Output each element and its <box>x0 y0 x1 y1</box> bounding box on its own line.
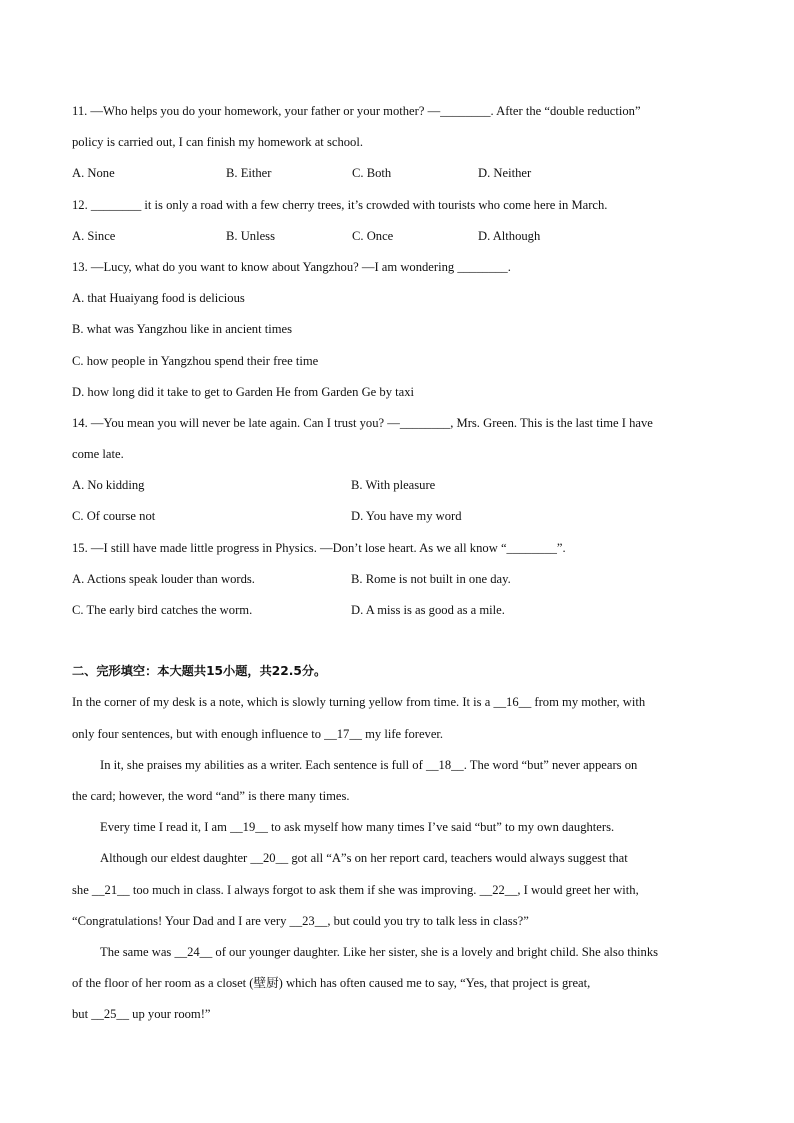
option-a: A. No kidding <box>72 478 145 493</box>
option-d: D. Neither <box>478 166 532 181</box>
question-13-option-d: D. how long did it take to get to Garden He from Garden Ge by taxi <box>72 384 415 399</box>
question-13-line-1: 13. —Lucy, what do you want to know about Yangzhou? —I am wondering ________. <box>72 259 511 274</box>
passage-line-10: of the floor of her room as a closet (壁厨) which has often caused me to say, “Yes, that project is great, <box>72 976 591 991</box>
heading-pre: 二、完形填空：本大题共 <box>72 664 207 679</box>
passage-line-6: Although our eldest daughter __20__ got all “A”s on her report card, teachers would always suggest that <box>100 851 628 866</box>
option-b: B. Either <box>226 166 272 181</box>
heading-mid: 小题，共 <box>223 664 272 679</box>
option-c: C. Once <box>352 228 394 243</box>
question-14-line-1: 14. —You mean you will never be late again. Can I trust you? —________, Mrs. Green. This is the last time I have <box>72 415 653 430</box>
option-c: C. Of course not <box>72 509 156 524</box>
option-c: C. The early bird catches the worm. <box>72 603 253 617</box>
question-13-option-c: C. how people in Yangzhou spend their free time <box>72 353 319 368</box>
question-11-options <box>72 158 732 189</box>
passage-line-5: Every time I read it, I am __19__ to ask myself how many times I’ve said “but” to my own daughters. <box>100 820 615 835</box>
option-a: A. None <box>72 166 115 181</box>
option-d: D. A miss is as good as a mile. <box>351 603 505 617</box>
section-gap <box>72 626 732 656</box>
option-d: D. You have my word <box>351 509 462 524</box>
question-11-line-2: policy is carried out, I can finish my homework at school. <box>72 135 363 150</box>
passage-line-3: In it, she praises my abilities as a writer. Each sentence is full of __18__. The word “but” never appears on <box>100 757 638 772</box>
question-14-options-ab <box>72 470 732 501</box>
option-b: B. Rome is not built in one day. <box>351 571 511 586</box>
passage-line-2: only four sentences, but with enough influence to __17__ my life forever. <box>72 726 444 741</box>
heading-post: 分。 <box>301 664 327 679</box>
option-c: C. Both <box>352 166 392 181</box>
question-11-line-1: 11. —Who helps you do your homework, your father or your mother? —________. After the “double reduction” <box>72 104 641 118</box>
heading-points: 22.5 <box>271 664 302 679</box>
passage-line-9: The same was __24__ of our younger daughter. Like her sister, she is a lovely and bright child. She also thinks <box>100 944 659 959</box>
section-2-heading <box>72 656 732 687</box>
option-a: A. Since <box>72 228 116 243</box>
option-b: B. Unless <box>226 228 275 243</box>
question-15-options-ab <box>72 564 732 595</box>
passage-line-4: the card; however, the word “and” is there many times. <box>72 788 350 803</box>
option-b: B. With pleasure <box>351 478 436 493</box>
question-13-option-b: B. what was Yangzhou like in ancient times <box>72 322 293 337</box>
question-15-line-1: 15. —I still have made little progress in Physics. —Don’t lose heart. As we all know “________”. <box>72 540 566 555</box>
passage-line-11: but __25__ up your room!” <box>72 1007 211 1022</box>
question-13-option-a: A. that Huaiyang food is delicious <box>72 291 245 306</box>
question-14-options-cd <box>72 501 732 532</box>
passage-line-7: she __21__ too much in class. I always forgot to ask them if she was improving. __22__, I would greet her with, <box>72 882 639 897</box>
heading-count: 15 <box>206 664 224 679</box>
question-14-line-2: come late. <box>72 447 124 462</box>
option-d: D. Although <box>478 228 541 243</box>
question-15-options-cd <box>72 595 732 626</box>
question-12-line-1: 12. ________ it is only a road with a few cherry trees, it’s crowded with tourists who come here in March. <box>72 197 608 212</box>
question-12-options <box>72 221 732 252</box>
passage-line-8: “Congratulations! Your Dad and I are very __23__, but could you try to talk less in class?” <box>72 913 529 928</box>
passage-line-1: In the corner of my desk is a note, which is slowly turning yellow from time. It is a __16__ from my mother, with <box>72 695 646 710</box>
option-a: A. Actions speak louder than words. <box>72 571 255 586</box>
exam-page <box>72 96 732 1030</box>
